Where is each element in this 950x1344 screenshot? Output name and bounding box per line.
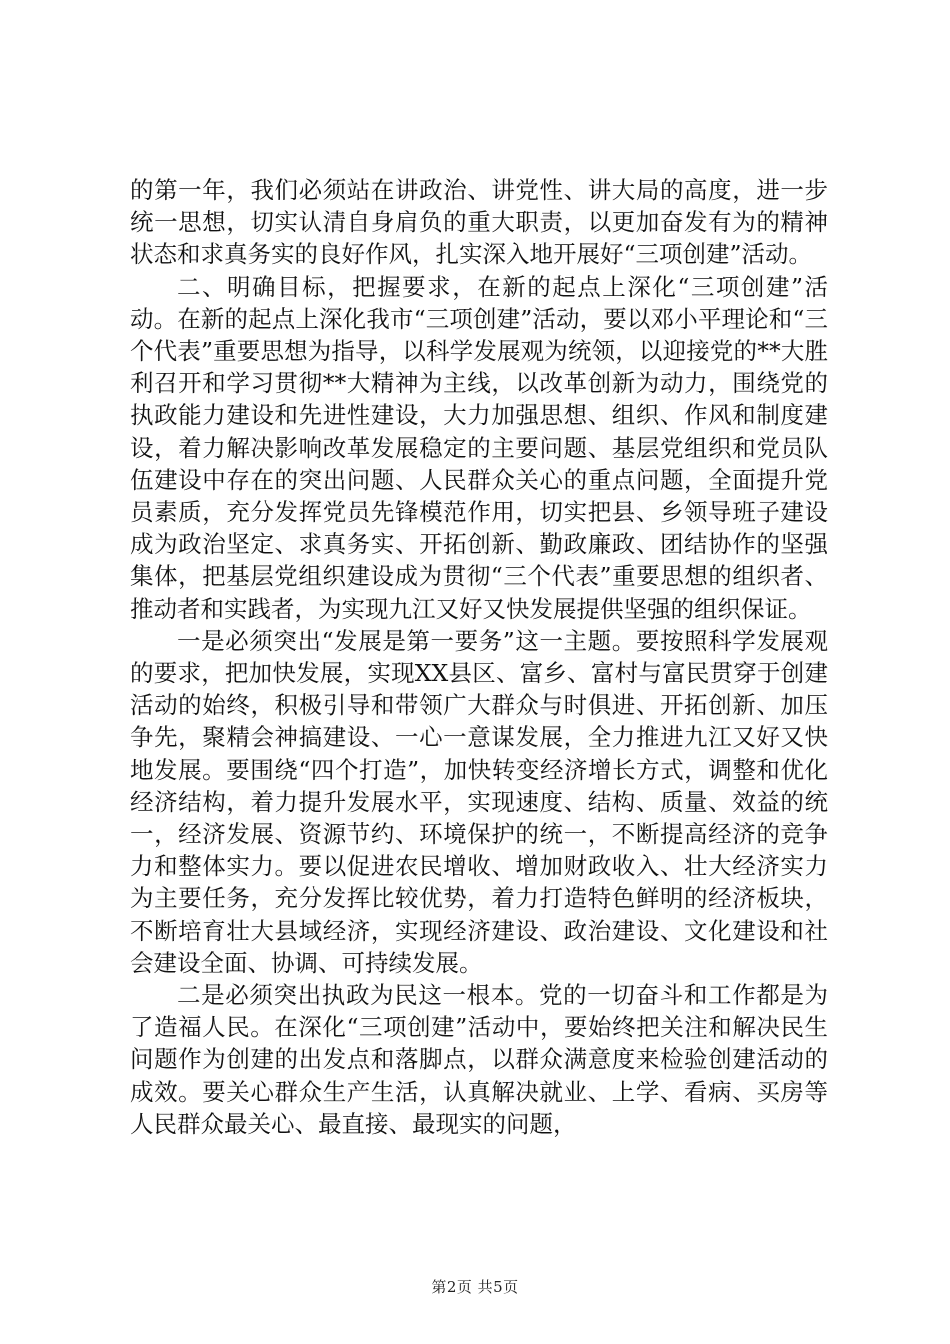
paragraph-4: 二是必须突出执政为民这一根本。党的一切奋斗和工作都是为了造福人民。在深化“三项创建”活动中，要始终把关注和解决民生问题作为创建的出发点和落脚点，以群众满意度来检验创建活动的成效。要关心群众生产生活，认真解决就业、上学、看病、买房等人民群众最关心、最直接、最现实的问题， bbox=[130, 981, 828, 1138]
paragraph-1: 的第一年，我们必须站在讲政治、讲党性、讲大局的高度，进一步统一思想，切实认清自身肩负的重大职责，以更加奋发有为的精神状态和求真务实的良好作风，扎实深入地开展好“三项创建”活动。 bbox=[130, 176, 828, 269]
paragraph-2: 二、明确目标，把握要求，在新的起点上深化“三项创建”活动。在新的起点上深化我市“三项创建”活动，要以邓小平理论和“三个代表”重要思想为指导，以科学发展观为统领，以迎接党的**大胜利召开和学习贯彻**大精神为主线，以改革创新为动力，围绕党的执政能力建设和先进性建设，大力加强思想、组织、作风和制度建设，着力解决影响改革发展稳定的主要问题、基层党组织和党员队伍建设中存在的突出问题、人民群众关心的重点问题，全面提升党员素质，充分发挥党员先锋模范作用，切实把县、乡领导班子建设成为政治坚定、求真务实、开拓创新、勤政廉政、团结协作的坚强集体，把基层党组织建设成为贯彻“三个代表”重要思想的组织者、推动者和实践者，为实现九江又好又快发展提供坚强的组织保证。 bbox=[130, 272, 828, 623]
page-number-footer: 第2页 共5页 bbox=[431, 1278, 519, 1296]
document-body bbox=[130, 174, 828, 1140]
paragraph-3: 一是必须突出“发展是第一要务”这一主题。要按照科学发展观的要求，把加快发展，实现XX县区、富乡、富村与富民贯穿于创建活动的始终，积极引导和带领广大群众与时俱进、开拓创新、加压争先，聚精会神搞建设、一心一意谋发展，全力推进九江又好又快地发展。要围绕“四个打造”，加快转变经济增长方式，调整和优化经济结构，着力提升发展水平，实现速度、结构、质量、效益的统一，经济发展、资源节约、环境保护的统一，不断提高经济的竞争力和整体实力。要以促进农民增收、增加财政收入、壮大经济实力为主要任务，充分发挥比较优势，着力打造特色鲜明的经济板块，不断培育壮大县域经济，实现经济建设、政治建设、文化建设和社会建设全面、协调、可持续发展。 bbox=[130, 626, 828, 977]
